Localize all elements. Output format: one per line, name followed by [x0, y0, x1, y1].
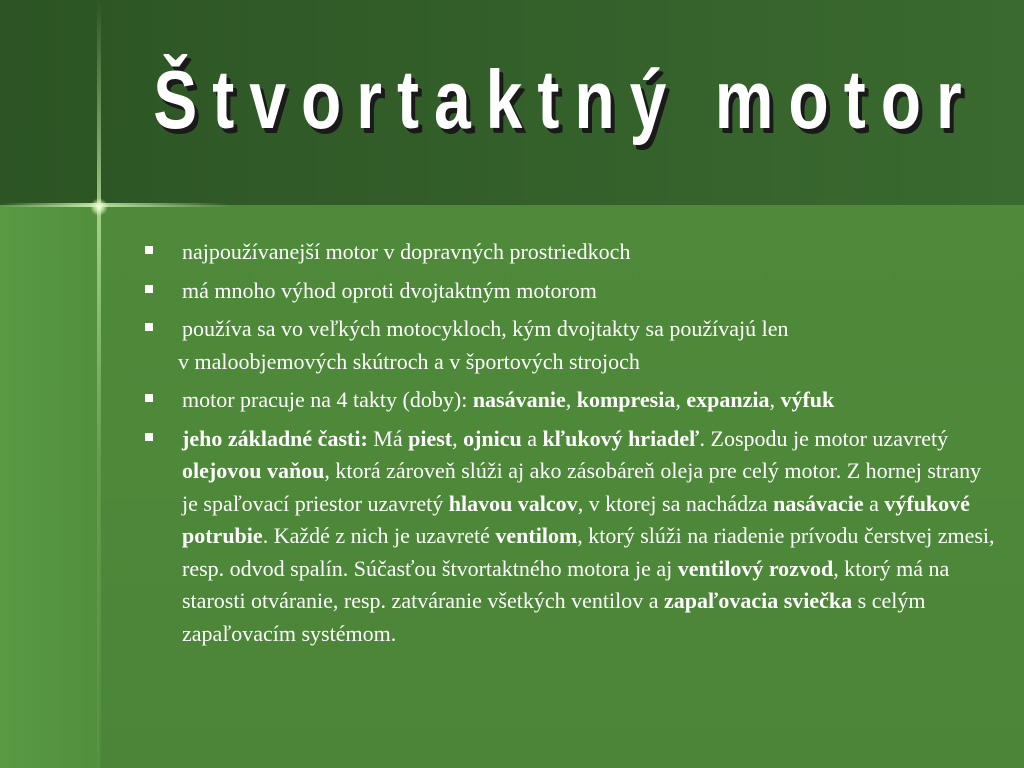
keyword: výfukové potrubie	[182, 490, 970, 548]
bullet-text: v maloobjemových skútroch a v športových strojoch	[178, 348, 640, 374]
keyword: výfuk	[780, 387, 835, 412]
square-bullet-icon	[145, 285, 153, 293]
bullet-text: motor pracuje na 4 takty (doby): nasávanie, kompresia, expanzia, výfuk	[182, 387, 835, 412]
bullet-text: najpoužívanejší motor v dopravných prostriedkoch	[182, 239, 631, 264]
bullet-item	[142, 236, 1002, 269]
keyword: kompresia	[576, 387, 676, 412]
bullet-text: má mnoho výhod oproti dvojtaktným motorom	[182, 277, 597, 303]
glow-line-vertical	[97, 0, 101, 768]
square-bullet-icon	[145, 433, 153, 441]
square-bullet-icon	[145, 394, 153, 402]
slide-title: Štvortaktný motor	[153, 53, 977, 146]
keyword: kľukový hriadeľ	[542, 425, 700, 451]
keyword: ventilový rozvod	[677, 555, 834, 581]
bullet-list	[142, 236, 1002, 656]
keyword: hlavou valcov	[448, 490, 578, 516]
square-bullet-icon	[145, 323, 153, 331]
glow-line-horizontal	[0, 203, 230, 207]
bullet-continuation	[142, 346, 1002, 379]
keyword: ojnicu	[463, 425, 522, 451]
keyword: jeho základné časti:	[182, 425, 368, 451]
keyword: expanzia	[686, 387, 770, 412]
bullet-text: jeho základné časti: Má piest, ojnicu a kľukový hriadeľ. Zospodu je motor uzavretý olejovou vaňou, ktorá zároveň slúži aj ako zásobáreň oleja pre celý motor. Z hornej strany je spaľovací priestor uzavretý hlavou valcov, v ktorej sa nachádza nasávacie a výfukové potrubie. Každé z nich je uzavreté ventilom, ktorý slúži na riadenie prívodu čerstvej zmesi, resp. odvod spalín. Súčasťou štvortaktného motora je aj ventilový rozvod, ktorý má na starosti otváranie, resp. zatváranie všetkých ventilov a zapaľovacia sviečka s celým zapaľovacím systémom.	[182, 425, 995, 646]
keyword: zapaľovacia sviečka	[664, 588, 853, 613]
square-bullet-icon	[145, 246, 153, 254]
bullet-item	[142, 423, 1002, 651]
left-band	[0, 205, 99, 768]
bullet-item	[142, 313, 1002, 346]
keyword: piest	[408, 425, 453, 451]
keyword: nasávanie	[472, 387, 566, 412]
keyword: ventilom	[495, 523, 578, 548]
sparkle-icon	[90, 198, 108, 216]
keyword: nasávacie	[773, 490, 864, 516]
bullet-item	[142, 384, 1002, 417]
bullet-item	[142, 275, 1002, 308]
bullet-text: používa sa vo veľkých motocykloch, kým dvojtakty sa používajú len	[182, 316, 789, 341]
keyword: olejovou vaňou	[182, 458, 325, 483]
